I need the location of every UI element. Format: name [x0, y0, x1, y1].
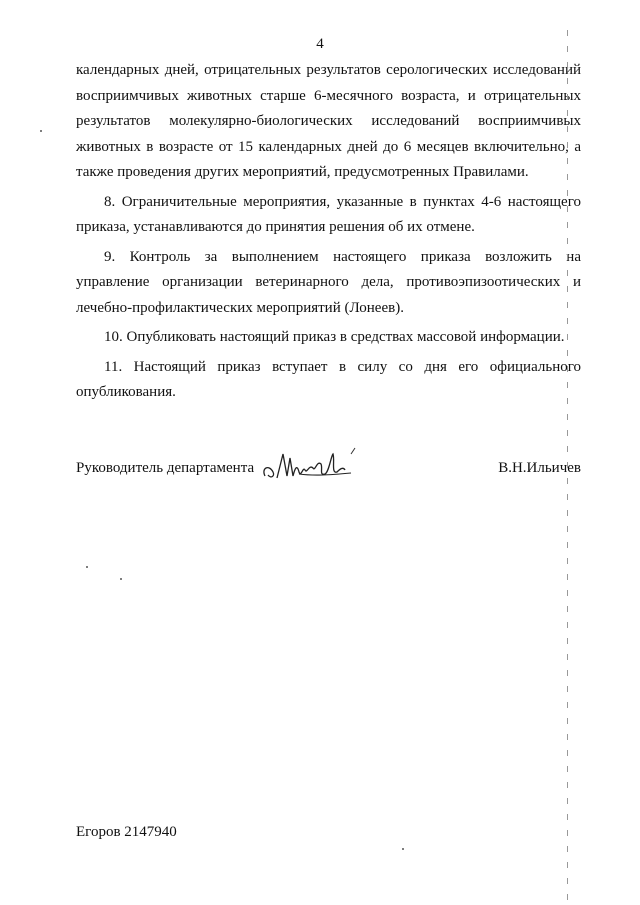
- scan-speck: [120, 578, 122, 580]
- signer-name: В.Н.Ильичев: [498, 460, 581, 476]
- paragraph-item-11: 11. Настоящий приказ вступает в силу со дня его официального опубликования.: [76, 358, 581, 400]
- scan-speck: [86, 566, 88, 568]
- scan-edge-line: [567, 30, 568, 900]
- signature-block: [76, 452, 581, 492]
- document-body: [76, 58, 581, 410]
- handwritten-signature: [259, 446, 359, 486]
- page-number: 4: [316, 36, 324, 52]
- executor-note: Егоров 2147940: [76, 824, 177, 840]
- scan-speck: [40, 130, 42, 132]
- paragraph-item-9: 9. Контроль за выполнением настоящего приказа возложить на управление организации ветеринарного дела, противоэпизоотических и лечебно-профилактических мероприятий (Лонеев).: [76, 248, 581, 316]
- paragraph-continuation: календарных дней, отрицательных результатов серологических исследований восприимчивых животных старше 6-месячного возраста, и отрицательных результатов молекулярно-биологических исследований восприимчивых животных в возрасте от 15 календарных дней до 6 месяцев включительно, а также проведения других мероприятий, предусмотренных Правилами.: [76, 62, 581, 180]
- scan-speck: [402, 848, 404, 850]
- paragraph-item-8: 8. Ограничительные мероприятия, указанные в пунктах 4-6 настоящего приказа, устанавливаются до принятия решения об их отмене.: [76, 193, 581, 235]
- paragraph-item-10: 10. Опубликовать настоящий приказ в средствах массовой информации.: [104, 329, 565, 345]
- signer-title: Руководитель департамента: [76, 460, 255, 476]
